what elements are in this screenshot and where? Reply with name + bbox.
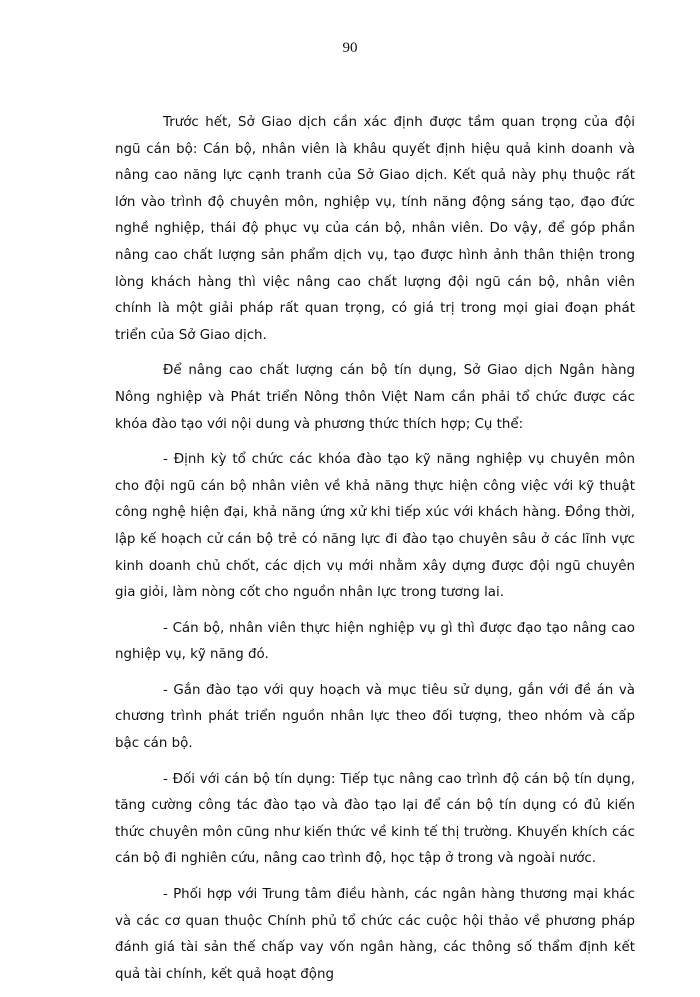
paragraph-cooperation: - Phối hợp với Trung tâm điều hành, các ngân hàng thương mại khác và các cơ quan thuộc Chính phủ tổ chức các cuộc hội thảo về phương pháp đánh giá tài sản thế chấp vay vốn ngân hàng, các thông số thẩm định kết quả tài chính, kết quả hoạt động [115,887,635,982]
paragraph-periodic-training: - Định kỳ tổ chức các khóa đào tạo kỹ năng nghiệp vụ chuyên môn cho đội ngũ cán bộ nhân viên về khả năng thực hiện công việc với kỹ thuật công nghệ hiện đại, khả năng ứng xử khi tiếp xúc với khách hàng. Đồng thời, lập kế hoạch cử cán bộ trẻ có năng lực đi đào tạo chuyên sâu ở các lĩnh vực kinh doanh chủ chốt, các dịch vụ mới nhằm xây dựng được đội ngũ chuyên gia giỏi, làm nòng cốt cho nguồn nhân lực trong tương lai. [115,452,635,601]
paragraph-training-planning: - Gắn đào tạo với quy hoạch và mục tiêu sử dụng, gắn với đề án và chương trình phát triển nguồn nhân lực theo đối tượng, theo nhóm và cấp bậc cán bộ. [115,682,635,752]
paragraph-importance-of-staff: Trước hết, Sở Giao dịch cần xác định được tầm quan trọng của đội ngũ cán bộ: Cán bộ, nhân viên là khâu quyết định hiệu quả kinh doanh và nâng cao năng lực cạnh tranh của Sở Giao dịch. Kết quả này phụ thuộc rất lớn vào trình độ chuyên môn, nghiệp vụ, tính năng động sáng tạo, đạo đức nghề nghiệp, thái độ phục vụ của cán bộ, nhân viên. Do vậy, để góp phần nâng cao chất lượng sản phẩm dịch vụ, tạo được hình ảnh thân thiện trong lòng khách hàng thì việc nâng cao chất lượng đội ngũ cán bộ, nhân viên chính là một giải pháp rất quan trọng, có giá trị trong mọi giai đoạn phát triển của Sở Giao dịch. [115,115,635,343]
paragraph-skill-training: - Cán bộ, nhân viên thực hiện nghiệp vụ gì thì được đạo tạo nâng cao nghiệp vụ, kỹ năng đó. [115,620,635,663]
paragraph-credit-staff: - Đối với cán bộ tín dụng: Tiếp tục nâng cao trình độ cán bộ tín dụng, tăng cường công tác đào tạo và đào tạo lại để cán bộ tín dụng có đủ kiến thức chuyên môn cũng như kiến thức về kinh tế thị trường. Khuyến khích các cán bộ đi nghiên cứu, nâng cao trình độ, học tập ở trong và ngoài nước. [115,771,635,867]
page-number: 90 [342,40,358,56]
body-text [115,110,635,997]
paragraph-training-intro: Để nâng cao chất lượng cán bộ tín dụng, Sở Giao dịch Ngân hàng Nông nghiệp và Phát triển Nông thôn Việt Nam cần phải tổ chức được các khóa đào tạo với nội dung và phương thức thích hợp; Cụ thể: [115,363,635,432]
